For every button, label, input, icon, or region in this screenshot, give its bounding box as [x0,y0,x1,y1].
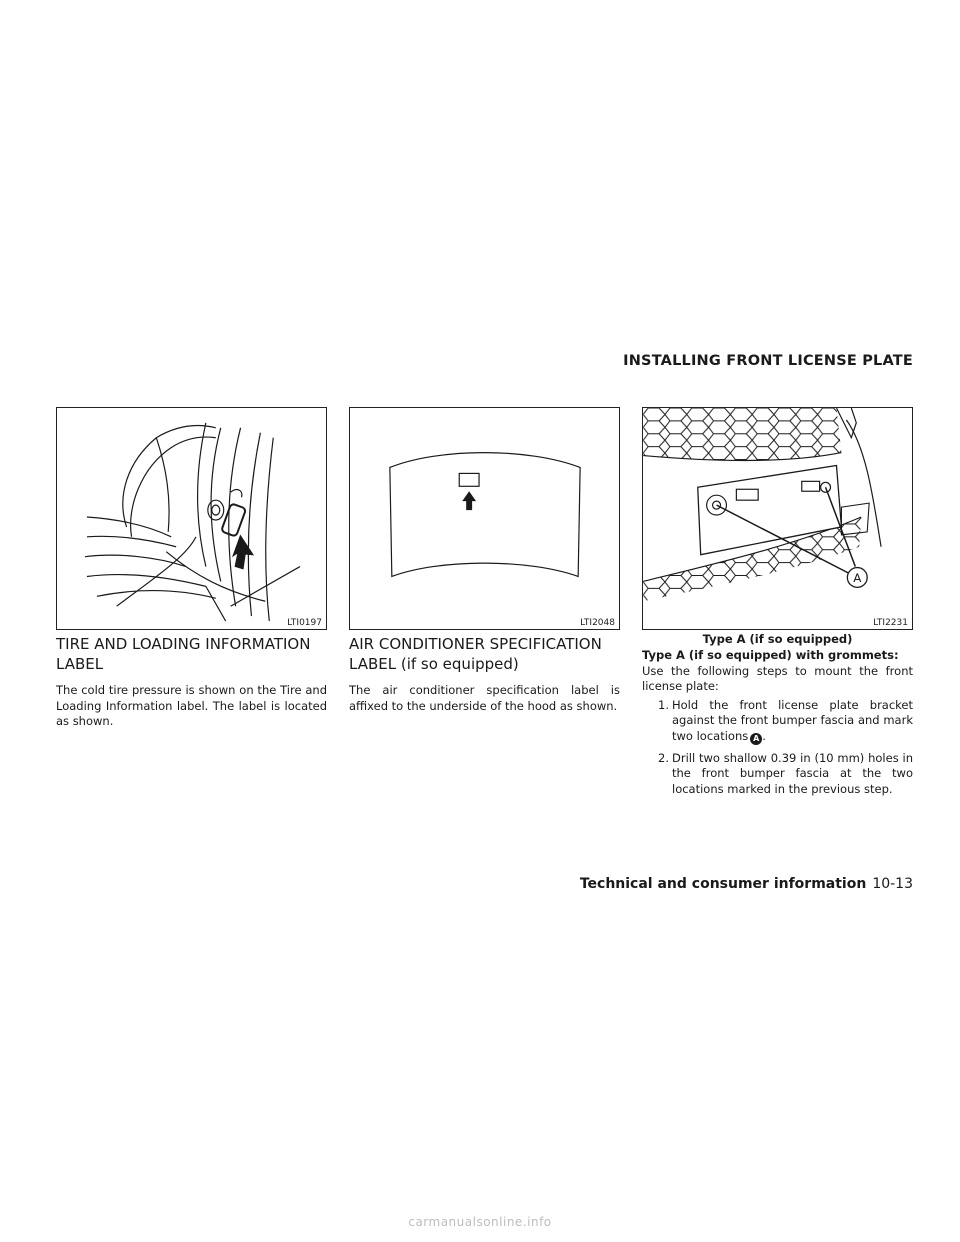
column-ac-label [349,634,620,714]
figure-code: LTI2048 [580,618,615,628]
heading-ac-label: AIR CONDITIONER SPECIFICATION LABEL (if so equipped) [349,635,602,673]
heading-tire-label: TIRE AND LOADING INFORMATION LABEL [56,635,311,673]
body-tire-label: The cold tire pressure is shown on the Tire and Loading Information label. The label is located as shown. [56,683,327,728]
figure-code: LTI2231 [873,618,908,628]
step-item [642,751,913,798]
hood-illustration [350,408,619,629]
callout-label: A [853,570,862,585]
figure-caption: Type A (if so equipped) [702,632,853,646]
page-number: 10-13 [872,876,913,892]
intro-text: Use the following steps to mount the front license plate: [642,663,913,693]
step-text: Hold the front license plate bracket against the front bumper fascia and mark two locations [672,697,913,743]
body-ac-label: The air conditioner specification label is affixed to the underside of the hood as shown. [349,683,620,713]
step-number: 2. [658,750,669,765]
figure-license-plate-bracket [642,407,913,630]
figure-ac-label-location [349,407,620,630]
watermark: carmanualsonline.info [408,1215,552,1229]
section-title: INSTALLING FRONT LICENSE PLATE [623,353,913,369]
page-footer [580,876,913,892]
chapter-title: Technical and consumer information [579,876,867,892]
step-number: 1. [658,697,669,712]
figure-code: LTI0197 [287,618,322,628]
step-item [642,698,913,745]
bumper-illustration [643,408,912,629]
column-tire-label [56,634,327,730]
subheading-type-a: Type A (if so equipped) with grommets: [642,648,899,662]
step-tail: . [762,728,766,743]
column-license-plate [642,648,913,803]
steps-list [642,698,913,798]
callout-a-icon: A [750,733,762,745]
step-text: Drill two shallow 0.39 in (10 mm) holes in the front bumper fascia at the two locations marked in the previous step. [672,750,913,796]
seat-pillar-illustration [57,408,326,629]
figure-tire-label-location [56,407,327,630]
